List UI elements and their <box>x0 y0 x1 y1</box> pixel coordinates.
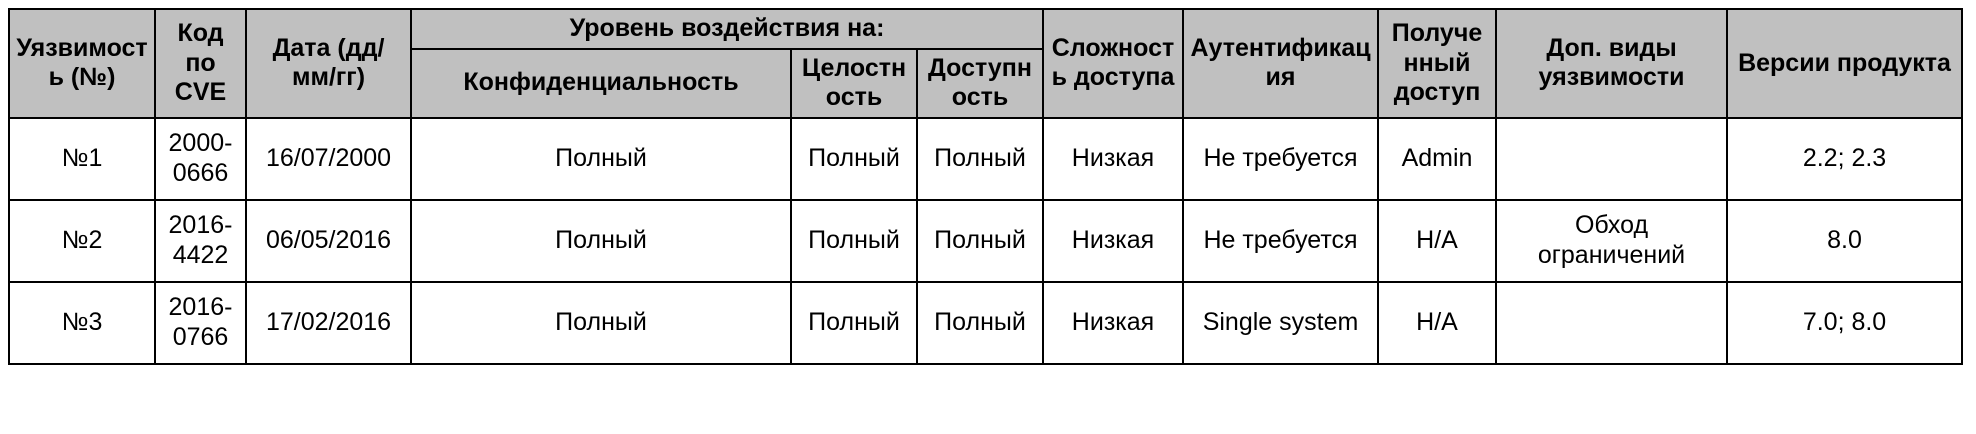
cell-authentication: Не требуется <box>1183 200 1378 282</box>
cell-additional-types: Обход ограничений <box>1496 200 1727 282</box>
cell-confidentiality: Полный <box>411 282 791 364</box>
cell-availability: Полный <box>917 200 1043 282</box>
column-header-product-versions: Версии продукта <box>1727 9 1962 118</box>
cell-availability: Полный <box>917 282 1043 364</box>
header-row-top <box>9 9 1962 49</box>
vulnerability-table <box>8 8 1963 365</box>
table-row <box>9 200 1962 282</box>
cell-gained-access: Н/А <box>1378 282 1496 364</box>
cell-date: 17/02/2016 <box>246 282 411 364</box>
column-header-impact-group: Уровень воздействия на: <box>411 9 1043 49</box>
column-header-date: Дата (дд/мм/гг) <box>246 9 411 118</box>
cell-product-versions: 2.2; 2.3 <box>1727 118 1962 200</box>
cell-vulnerability: №1 <box>9 118 155 200</box>
table-header <box>9 9 1962 118</box>
cell-gained-access: Н/А <box>1378 200 1496 282</box>
column-header-cve-code: Код по CVE <box>155 9 246 118</box>
cell-availability: Полный <box>917 118 1043 200</box>
column-header-integrity: Целостность <box>791 49 917 118</box>
table-row <box>9 282 1962 364</box>
cell-vulnerability: №3 <box>9 282 155 364</box>
cell-confidentiality: Полный <box>411 200 791 282</box>
column-header-gained-access: Полученный доступ <box>1378 9 1496 118</box>
cell-vulnerability: №2 <box>9 200 155 282</box>
cell-authentication: Не требуется <box>1183 118 1378 200</box>
cell-date: 16/07/2000 <box>246 118 411 200</box>
cell-date: 06/05/2016 <box>246 200 411 282</box>
cell-cve-code: 2016-0766 <box>155 282 246 364</box>
table-row <box>9 118 1962 200</box>
cell-additional-types <box>1496 118 1727 200</box>
column-header-access-complexity: Сложность доступа <box>1043 9 1183 118</box>
column-header-additional-types: Доп. виды уязвимости <box>1496 9 1727 118</box>
column-header-availability: Доступность <box>917 49 1043 118</box>
cell-cve-code: 2016-4422 <box>155 200 246 282</box>
cell-integrity: Полный <box>791 200 917 282</box>
column-header-vulnerability: Уязвимость (№) <box>9 9 155 118</box>
cell-integrity: Полный <box>791 118 917 200</box>
table-body <box>9 118 1962 364</box>
cell-cve-code: 2000-0666 <box>155 118 246 200</box>
cell-confidentiality: Полный <box>411 118 791 200</box>
cell-product-versions: 7.0; 8.0 <box>1727 282 1962 364</box>
cell-integrity: Полный <box>791 282 917 364</box>
column-header-confidentiality: Конфиденциальность <box>411 49 791 118</box>
cell-gained-access: Admin <box>1378 118 1496 200</box>
cell-product-versions: 8.0 <box>1727 200 1962 282</box>
cell-access-complexity: Низкая <box>1043 282 1183 364</box>
cell-access-complexity: Низкая <box>1043 200 1183 282</box>
cell-access-complexity: Низкая <box>1043 118 1183 200</box>
cell-authentication: Single system <box>1183 282 1378 364</box>
cell-additional-types <box>1496 282 1727 364</box>
column-header-authentication: Аутентификация <box>1183 9 1378 118</box>
